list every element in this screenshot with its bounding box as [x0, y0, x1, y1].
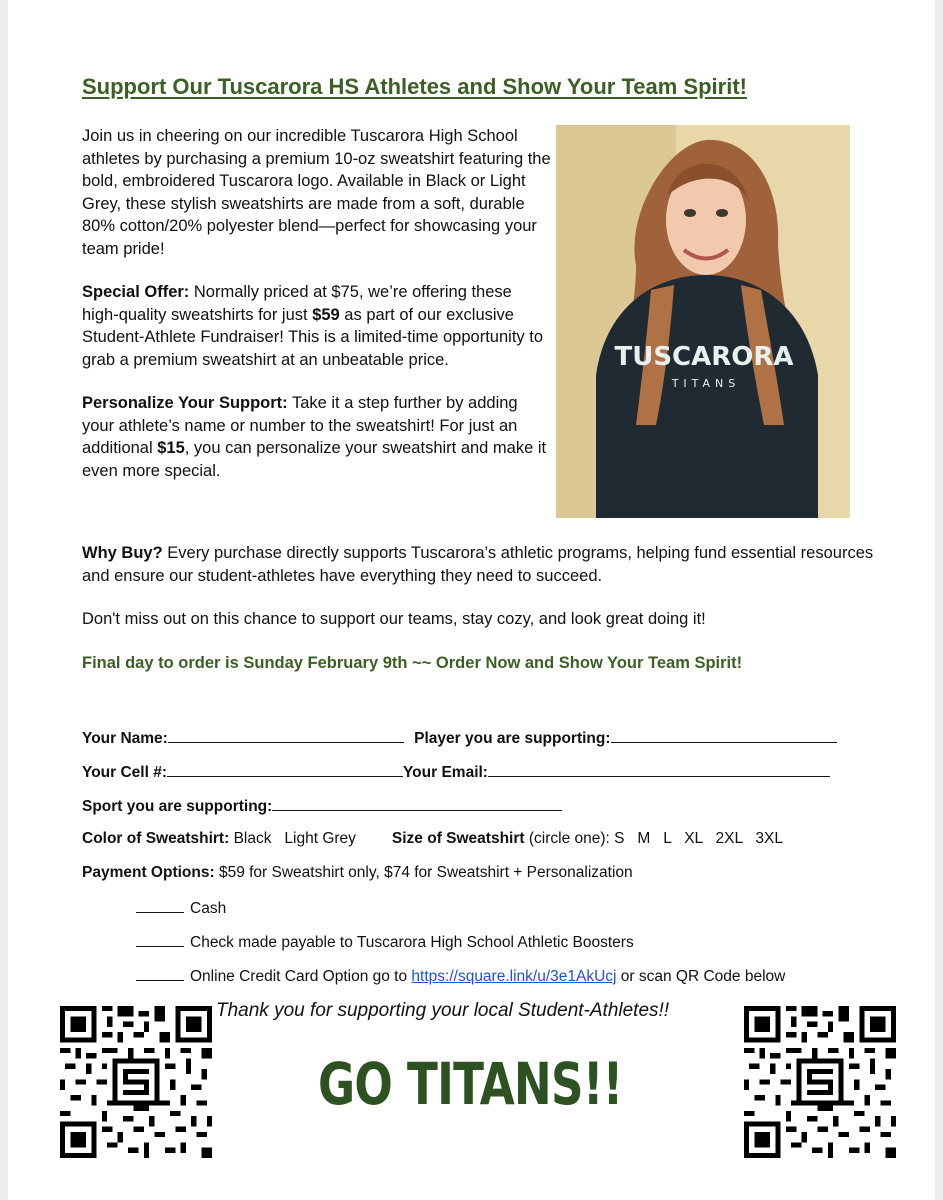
- payment-option-online: [136, 966, 785, 986]
- personalize-text-1: Take it a step further by adding your athlete’s name or number to the sweatshirt! For just an additional: [82, 394, 518, 457]
- size-note: (circle one):: [524, 830, 615, 847]
- payment-label: Payment Options:: [82, 864, 215, 881]
- body-section: [82, 542, 882, 695]
- payment-option-cash: [136, 898, 226, 918]
- color-options[interactable]: Black Light Grey: [233, 830, 356, 847]
- final-day-line: Final day to order is Sunday February 9th ~~ Order Now and Show Your Team Spirit!: [82, 653, 743, 672]
- payment-text: $59 for Sweatshirt only, $74 for Sweatshirt + Personalization: [214, 864, 633, 881]
- page-title: Support Our Tuscarora HS Athletes and Show Your Team Spirit!: [82, 74, 747, 99]
- your-name-field[interactable]: [168, 728, 404, 743]
- cell-field[interactable]: [167, 762, 403, 777]
- cell-label: Your Cell #:: [82, 764, 167, 781]
- thank-you-line: Thank you for supporting your local Student-Athletes!!: [216, 1000, 670, 1021]
- form-row-color-size: [82, 830, 783, 848]
- athlete-photo: [556, 125, 850, 518]
- cash-label: Cash: [190, 900, 227, 917]
- form-row-name: [82, 728, 837, 748]
- check-checkbox[interactable]: [136, 932, 184, 947]
- special-offer-text-1: Normally priced at $75, we’re offering these high-quality sweatshirts for just: [82, 283, 512, 324]
- shirt-subtext: TITANS: [671, 377, 741, 390]
- special-offer-label: Special Offer:: [82, 283, 190, 301]
- player-field[interactable]: [611, 728, 837, 743]
- form-row-payment: [82, 864, 633, 882]
- online-checkbox[interactable]: [136, 966, 184, 981]
- shirt-text: TUSCARORA: [614, 342, 794, 372]
- qr-code-left[interactable]: [60, 1006, 212, 1158]
- personalize-paragraph: [82, 392, 552, 482]
- special-offer-paragraph: [82, 281, 552, 371]
- qr-code-right[interactable]: [744, 1006, 896, 1158]
- personalize-text-2: , you can personalize your sweatshirt and make it even more special.: [82, 439, 547, 480]
- form-row-contact: [82, 762, 830, 782]
- player-label: Player you are supporting:: [414, 730, 611, 747]
- form-row-sport: [82, 796, 562, 816]
- payment-option-check: [136, 932, 634, 952]
- cash-checkbox[interactable]: [136, 898, 184, 913]
- email-label: Your Email:: [402, 764, 488, 781]
- your-name-label: Your Name:: [82, 730, 168, 747]
- dont-miss-paragraph: Don't miss out on this chance to support our teams, stay cozy, and look great doing it!: [82, 610, 706, 628]
- flyer-page: [8, 0, 935, 1200]
- go-titans-banner: GO TITANS!!: [318, 1050, 623, 1118]
- size-options[interactable]: S M L XL 2XL 3XL: [614, 830, 784, 847]
- intro-paragraph: Join us in cheering on our incredible Tuscarora High School athletes by purchasing a premium 10-oz sweatshirt featuring the bold, embroidered Tuscarora logo. Available in Black or Light Grey, these stylish sweatshirts are made from a soft, durable 80% cotton/20% polyester blend—perfect for showcasing your team pride!: [82, 127, 551, 258]
- sport-field[interactable]: [272, 796, 562, 811]
- personalize-price: $15: [157, 439, 185, 457]
- square-link[interactable]: https://square.link/u/3e1AkUcj: [411, 968, 617, 985]
- why-buy-text: Every purchase directly supports Tuscarora’s athletic programs, helping fund essential resources and ensure our student-athletes have everything they need to succeed.: [82, 544, 874, 585]
- intro-section: [82, 125, 552, 503]
- color-label: Color of Sweatshirt:: [82, 830, 230, 847]
- check-label: Check made payable to Tuscarora High School Athletic Boosters: [190, 934, 634, 951]
- email-field[interactable]: [488, 762, 830, 777]
- personalize-label: Personalize Your Support:: [82, 394, 288, 412]
- why-buy-label: Why Buy?: [82, 544, 163, 562]
- why-buy-paragraph: [82, 542, 882, 587]
- online-label-pre: Online Credit Card Option go to: [190, 968, 412, 985]
- online-label-post: or scan QR Code below: [616, 968, 786, 985]
- size-label: Size of Sweatshirt: [391, 830, 525, 847]
- special-offer-price: $59: [312, 305, 340, 324]
- special-offer-text-2: as part of our exclusive Student-Athlete Fundraiser! This is a limited-time opportunity to grab a premium sweatshirt at an unbeatable price.: [82, 305, 543, 369]
- sport-label: Sport you are supporting:: [82, 798, 273, 815]
